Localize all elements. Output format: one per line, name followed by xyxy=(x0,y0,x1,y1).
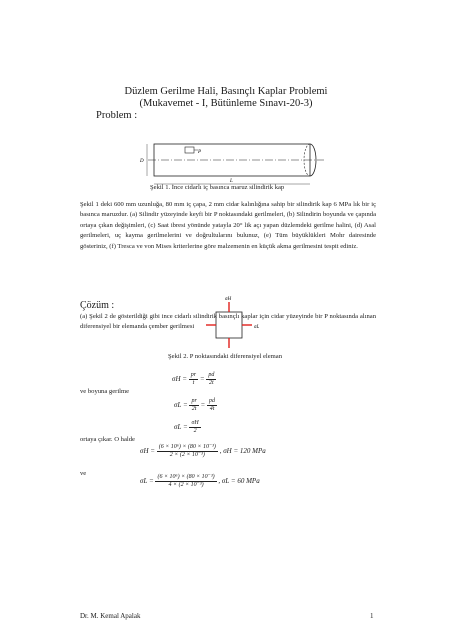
label-D: D xyxy=(140,159,144,164)
equation-hoop: σH = $\frac{pr}{t}$ = $\frac{pd}{2t}$ xyxy=(172,372,215,386)
title-line1: Düzlem Gerilme Hali, Basınçlı Kaplar Problemi xyxy=(124,86,328,97)
page-title xyxy=(0,86,452,110)
figure1-caption: Şekil 1. İnce cidarlı iç basınca maruz silindirik kap xyxy=(150,184,285,191)
text-boyuna: ve boyuna gerilme xyxy=(80,388,130,395)
equation-longitudinal: σL = $\frac{pr}{2t}$ = $\frac{pd}{4t}$ xyxy=(174,398,216,412)
element-square xyxy=(216,312,242,338)
label-P: P xyxy=(198,150,202,155)
equation-ratio: σL = $\frac{\sigma H}{2}$ xyxy=(174,420,199,434)
text-ve: ve xyxy=(80,470,87,477)
problem-text: Şekil 1 deki 600 mm uzunluğa, 80 mm iç çapa, 2 mm cidar kalınlığına sahip bir silindirik kap 6 MPa lık bir iç basınca maruzdur. (a) Silindir yüzeyinde keyfi bir P noktasındaki gerilmeleri, (b) Silindirin boyunda ve çapında ortaya çıkan değişimleri, (c) Saat ibresi yönünde yatayla 20° lik açı yapan düzlemdeki gerilme halini, (d) Asal gerilmeleri, uç kayma gerilmelerini ve doğrultularını bulunuz, (e) Tüm büyüklükleri Mohr dairesinde gösteriniz, (f) Tresca ve von Mises kriterlerine göre malzemenin en küçük akma gerilmesini tespit ediniz. xyxy=(80,201,376,250)
solution-label: Çözüm : xyxy=(80,300,115,311)
problem-label: Problem : xyxy=(96,110,138,121)
label-sigma-L: σL xyxy=(254,325,260,330)
label-L: L xyxy=(230,179,233,184)
text-ortaya: ortaya çıkar. O halde xyxy=(80,436,135,443)
footer-author: Dr. M. Kemal Apalak xyxy=(80,612,141,620)
footer-page-number: 1 xyxy=(370,612,374,620)
figure2-caption: Şekil 2. P noktasındaki diferensiyel eleman xyxy=(168,353,283,360)
equation-longitudinal-numeric: σL = $\frac{\text{(6 × 10⁶) × (80 × 10⁻³)}}{\text{4 × (2 × 10⁻³)}}$ , σL = 60 MPa xyxy=(140,474,260,488)
point-P-element xyxy=(185,147,194,153)
label-sigma-H: σH xyxy=(225,297,232,302)
solution-intro: (a) Şekil 2 de gösterildiği gibi ince cidarlı silindirik basınçlı kaplar için cidar yüzeyinde bir P noktasında alınan diferensiyel bir elemanda çember gerilmesi xyxy=(80,313,376,331)
equation-hoop-numeric: σH = $\frac{\text{(6 × 10⁶) × (80 × 10⁻³)}}{\text{2 × (2 × 10⁻³)}}$ , σH = 120 MPa xyxy=(140,444,266,458)
title-line2: (Mukavemet - I, Bütünleme Sınavı-20-3) xyxy=(139,98,313,109)
